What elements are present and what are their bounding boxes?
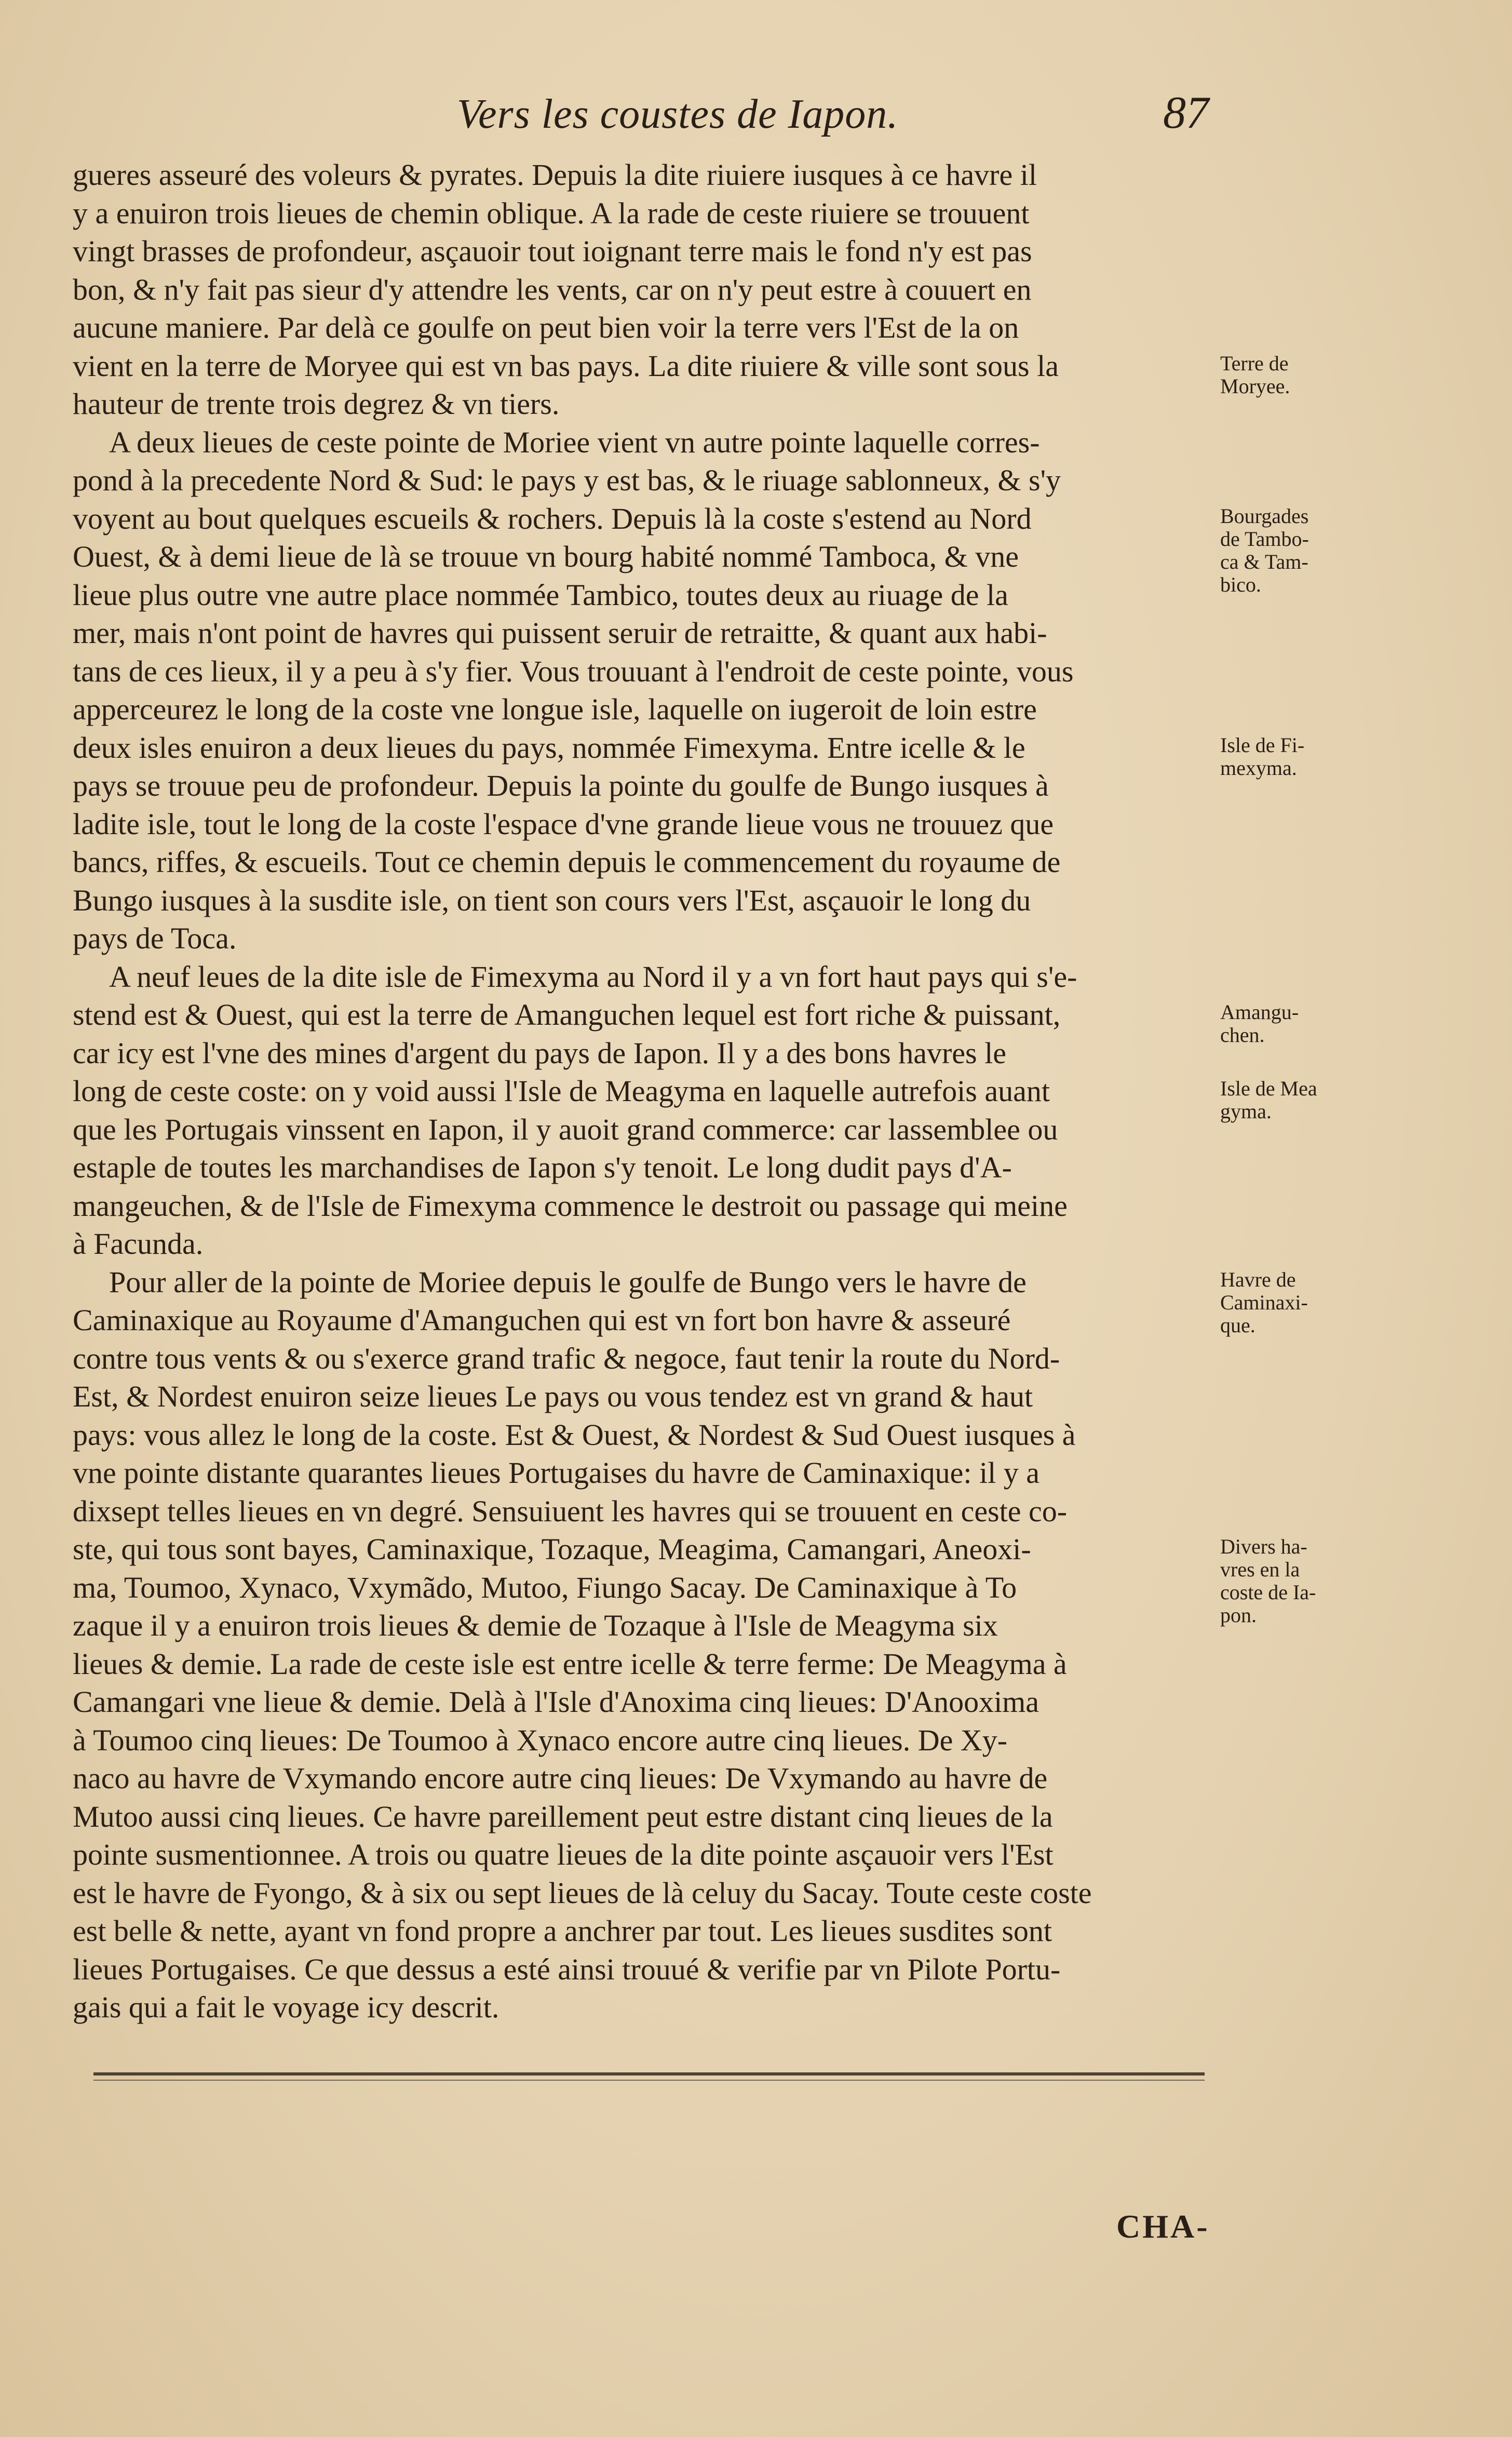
text-line: mer, mais n'ont point de havres qui puissent seruir de retraitte, & quant aux habi- — [73, 616, 1047, 650]
text-line: contre tous vents & ou s'exerce grand trafic & negoce, faut tenir la route du Nord- — [73, 1341, 1060, 1375]
text-line: vingt brasses de profondeur, asçauoir tout ioignant terre mais le fond n'y est pas — [73, 234, 1032, 268]
margin-note-line: pon. — [1220, 1603, 1257, 1627]
margin-note-line: Moryee. — [1220, 374, 1290, 398]
text-line: Camangari vne lieue & demie. Delà à l'Isle d'Anoxima cinq lieues: D'Anooxima — [73, 1685, 1040, 1719]
margin-note-line: Bourgades — [1220, 504, 1309, 528]
text-line: car icy est l'vne des mines d'argent du pays de Iapon. Il y a des bons havres le — [73, 1036, 1006, 1070]
text-line: long de ceste coste: on y void aussi l'Isle de Meagyma en laquelle autrefois auant — [73, 1074, 1050, 1108]
page-header — [0, 88, 1512, 148]
text-line: gueres asseuré des voleurs & pyrates. Depuis la dite riuiere iusques à ce havre il — [73, 158, 1037, 192]
text-line: que les Portugais vinssent en Iapon, il y auoit grand commerce: car lassemblee ou — [73, 1112, 1058, 1146]
text-line: ste, qui tous sont bayes, Caminaxique, Tozaque, Meagima, Camangari, Aneoxi- — [73, 1532, 1031, 1566]
text-line: A neuf leues de la dite isle de Fimexyma au Nord il y a vn fort haut pays qui s'e- — [109, 959, 1077, 994]
margin-note-line: que. — [1220, 1313, 1256, 1337]
margin-note-line: de Tambo- — [1220, 527, 1309, 551]
text-line: à Facunda. — [73, 1227, 204, 1261]
text-line: lieues Portugaises. Ce que dessus a esté ainsi trouué & verifie par vn Pilote Portu- — [73, 1952, 1061, 1986]
margin-note — [1220, 352, 1324, 398]
bottom-rule — [93, 2072, 1205, 2076]
text-line: pointe susmentionnee. A trois ou quatre lieues de la dite pointe asçauoir vers l'Est — [73, 1838, 1054, 1871]
text-line: stend est & Ouest, qui est la terre de Amanguchen lequel est fort riche & puissant, — [73, 998, 1061, 1032]
text-line: ladite isle, tout le long de la coste l'espace d'vne grande lieue vous ne trouuez que — [73, 807, 1054, 841]
margin-note-line: Havre de — [1220, 1267, 1296, 1291]
text-line: Mutoo aussi cinq lieues. Ce havre pareillement peut estre distant cinq lieues de la — [73, 1799, 1053, 1833]
text-line: zaque il y a enuiron trois lieues & demie de Tozaque à l'Isle de Meagyma six — [73, 1609, 998, 1642]
text-line: est belle & nette, ayant vn fond propre a anchrer par tout. Les lieues susdites sont — [73, 1914, 1052, 1948]
text-line: deux isles enuiron a deux lieues du pays, nommée Fimexyma. Entre icelle & le — [73, 730, 1025, 765]
text-line: lieue plus outre vne autre place nommée Tambico, toutes deux au riuage de la — [73, 578, 1008, 612]
text-line: est le havre de Fyongo, & à six ou sept lieues de là celuy du Sacay. Toute ceste coste — [73, 1876, 1092, 1910]
margin-note — [1220, 734, 1324, 780]
text-line: estaple de toutes les marchandises de Iapon s'y tenoit. Le long dudit pays d'A- — [73, 1150, 1012, 1184]
text-line: Ouest, & à demi lieue de là se trouue vn bourg habité nommé Tamboca, & vne — [73, 540, 1019, 573]
margin-note-line: Divers ha- — [1220, 1535, 1307, 1558]
margin-note — [1220, 1268, 1324, 1337]
margin-note-line: Terre de — [1220, 351, 1289, 375]
text-line: Pour aller de la pointe de Moriee depuis le goulfe de Bungo vers le havre de — [109, 1265, 1027, 1299]
catchword: CHA- — [1116, 2208, 1210, 2245]
margin-note-line: ca & Tam- — [1220, 550, 1308, 573]
text-line: pays: vous allez le long de la coste. Est & Ouest, & Nordest & Sud Ouest iusques à — [73, 1417, 1076, 1452]
main-text-block — [73, 156, 1205, 2027]
margin-note — [1220, 1535, 1324, 1627]
text-line: ma, Toumoo, Xynaco, Vxymãdo, Mutoo, Fiungo Sacay. De Caminaxique à To — [73, 1570, 1017, 1604]
margin-note — [1220, 1077, 1324, 1123]
text-line: pays se trouue peu de profondeur. Depuis la pointe du goulfe de Bungo iusques à — [73, 769, 1049, 802]
margin-note-line: gyma. — [1220, 1100, 1272, 1123]
text-line: bancs, riffes, & escueils. Tout ce chemin depuis le commencement du royaume de — [73, 845, 1061, 879]
margin-note-line: vres en la — [1220, 1558, 1300, 1581]
margin-note-line: Amangu- — [1220, 1000, 1299, 1024]
text-line: Est, & Nordest enuiron seize lieues Le pays ou vous tendez est vn grand & haut — [73, 1380, 1033, 1413]
text-line: pond à la precedente Nord & Sud: le pays y est bas, & le riuage sablonneux, & s'y — [73, 463, 1061, 497]
page-number: 87 — [1163, 88, 1209, 138]
text-line: apperceurez le long de la coste vne longue isle, laquelle on iugeroit de loin estre — [73, 692, 1037, 726]
text-line: mangeuchen, & de l'Isle de Fimexyma commence le destroit ou passage qui meine — [73, 1188, 1068, 1223]
running-head: Vers les coustes de Iapon. — [457, 91, 899, 137]
text-line: tans de ces lieux, il y a peu à s'y fier. Vous trouuant à l'endroit de ceste pointe, vous — [73, 654, 1074, 688]
text-line: hauteur de trente trois degrez & vn tiers. — [73, 387, 560, 421]
text-line: Caminaxique au Royaume d'Amanguchen qui est vn fort bon havre & asseuré — [73, 1303, 1011, 1337]
margin-note — [1220, 1001, 1324, 1047]
text-line: pays de Toca. — [73, 921, 237, 955]
text-line: voyent au bout quelques escueils & rochers. Depuis là la coste s'estend au Nord — [73, 501, 1032, 535]
text-line: bon, & n'y fait pas sieur d'y attendre les vents, car on n'y peut estre à couuert en — [73, 272, 1032, 306]
bottom-rule-thin — [93, 2080, 1205, 2081]
text-line: dixsept telles lieues en vn degré. Sensuiuent les havres qui se trouuent en ceste co- — [73, 1494, 1068, 1528]
margin-note-line: mexyma. — [1220, 756, 1297, 780]
margin-note-line: chen. — [1220, 1023, 1265, 1047]
text-line: à Toumoo cinq lieues: De Toumoo à Xynaco encore autre cinq lieues. De Xy- — [73, 1723, 1008, 1757]
text-line: Bungo iusques à la susdite isle, on tient son cours vers l'Est, asçauoir le long du — [73, 883, 1031, 917]
text-line: lieues & demie. La rade de ceste isle est entre icelle & terre ferme: De Meagyma à — [73, 1646, 1067, 1681]
margin-note-line: Isle de Fi- — [1220, 733, 1305, 757]
text-line: gais qui a fait le voyage icy descrit. — [73, 1990, 500, 2024]
text-line: y a enuiron trois lieues de chemin oblique. A la rade de ceste riuiere se trouuent — [73, 196, 1030, 230]
margin-note — [1220, 505, 1324, 596]
margin-note-line: Caminaxi- — [1220, 1290, 1308, 1314]
text-line: A deux lieues de ceste pointe de Moriee vient vn autre pointe laquelle corres- — [109, 425, 1040, 459]
text-line: naco au havre de Vxymando encore autre cinq lieues: De Vxymando au havre de — [73, 1761, 1048, 1795]
text-line: aucune maniere. Par delà ce goulfe on peut bien voir la terre vers l'Est de la on — [73, 311, 1019, 344]
text-line: vne pointe distante quarantes lieues Portugaises du havre de Caminaxique: il y a — [73, 1456, 1040, 1490]
margin-note-line: Isle de Mea — [1220, 1077, 1317, 1100]
margin-note-line: coste de Ia- — [1220, 1581, 1316, 1604]
text-line: vient en la terre de Moryee qui est vn bas pays. La dite riuiere & ville sont sous la — [73, 349, 1059, 383]
margin-note-line: bico. — [1220, 572, 1261, 596]
